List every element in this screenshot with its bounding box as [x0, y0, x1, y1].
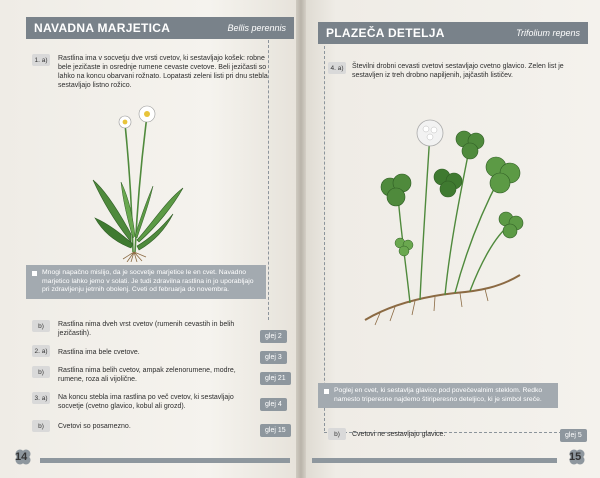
left-page-number: 14 — [15, 451, 28, 463]
clover-leaf-6 — [395, 238, 413, 256]
clover-leaf-5 — [499, 212, 523, 238]
q3b-label: b) — [32, 420, 50, 432]
q4a-label: 4. a) — [328, 62, 346, 74]
q3a-text: Na koncu stebla ima rastlina po več cvetov, ki sestavljajo socvetje (cvetno glavico, kobul ali grozd). — [58, 394, 234, 410]
clover-leaf-2 — [486, 157, 520, 193]
glej-5-tag[interactable]: glej 5 — [560, 429, 587, 442]
daisy-flower-2 — [139, 106, 155, 122]
clover-latin-name: Trifolium repens — [516, 28, 580, 38]
glej-3-tag[interactable]: glej 3 — [260, 351, 287, 364]
daisy-illustration — [85, 102, 190, 262]
right-page-number: 15 — [569, 451, 582, 463]
clover-leaf-4 — [434, 169, 462, 197]
daisy-title: NAVADNA MARJETICA — [34, 21, 171, 35]
glej-4-tag[interactable]: glej 4 — [260, 398, 287, 411]
daisy-title-bar — [26, 17, 294, 39]
right-page — [300, 0, 600, 478]
left-footer-bar — [40, 458, 290, 463]
glej-15-tag[interactable]: glej 15 — [260, 424, 291, 437]
q2a-label: 2. a) — [32, 345, 50, 357]
q1b-text: Rastlina nima dveh vrst cvetov (rumenih cevastih in belih jezičastih). — [58, 321, 235, 337]
left-dashed-line — [268, 40, 269, 320]
q2b-label: b) — [32, 366, 50, 378]
daisy-note-box — [26, 265, 266, 299]
right-footer-bar — [312, 458, 557, 463]
note-square-icon — [324, 389, 329, 394]
q3b-text: Cvetovi so posamezno. — [58, 423, 131, 430]
glej-21-tag[interactable]: glej 21 — [260, 372, 291, 385]
clover-title: PLAZEČA DETELJA — [326, 26, 445, 40]
clover-illustration — [360, 115, 535, 327]
q2b-text: Rastlina nima belih cvetov, ampak zelenorumene, modre, rumene, roza ali vijolične. — [58, 367, 236, 383]
q3a-label: 3. a) — [32, 392, 50, 404]
q4b-text: Cvetovi ne sestavljajo glavice. — [352, 431, 446, 438]
clover-note-box — [318, 383, 558, 408]
q4a-text: Številni drobni cevasti cvetovi sestavljajo cvetno glavico. Zelen list je sestavljen iz treh drobno napiljenih, jajčastih lističev. — [352, 63, 564, 79]
q2a-text: Rastlina ima bele cvetove. — [58, 349, 140, 356]
clover-leaf-1 — [456, 131, 484, 159]
clover-flower-head — [417, 120, 443, 146]
daisy-note-text: Mnogi napačno mislijo, da je socvetje marjetice le en cvet. Navadno marjetico lahko jemo v solati. Je tudi zdravilna rastlina in jo uporabljajo pri zdravljenju jetrnih obolenj. Cveti od februarja do novembra. — [42, 269, 254, 294]
q1a-text: Rastlina ima v socvetju dve vrsti cvetov, ki sestavljajo košek: robne bele jezičaste in osrednje rumene cevaste cvetove. Beli jezičasti so lahko na koncu obarvani rožnato. Lopatasti zeleni listi pri dnu stebla sestavljajo listno rožico. — [58, 55, 268, 89]
note-square-icon — [32, 271, 37, 276]
q1b-label: b) — [32, 320, 50, 332]
q1a-label: 1. a) — [32, 54, 50, 66]
daisy-flower-1 — [119, 116, 131, 128]
book-gutter — [296, 0, 306, 478]
right-dashed-line — [324, 46, 325, 431]
q4b-label: b) — [328, 428, 346, 440]
clover-title-bar — [318, 22, 588, 44]
clover-note-text: Poglej en cvet, ki sestavlja glavico pod povečevalnim steklom. Redko namesto triperesne najdemo štiriperesno deteljico, ki je simbol sreče. — [334, 387, 543, 403]
daisy-latin-name: Bellis perennis — [227, 23, 286, 33]
glej-2-tag[interactable]: glej 2 — [260, 330, 287, 343]
clover-leaf-3 — [381, 174, 411, 206]
